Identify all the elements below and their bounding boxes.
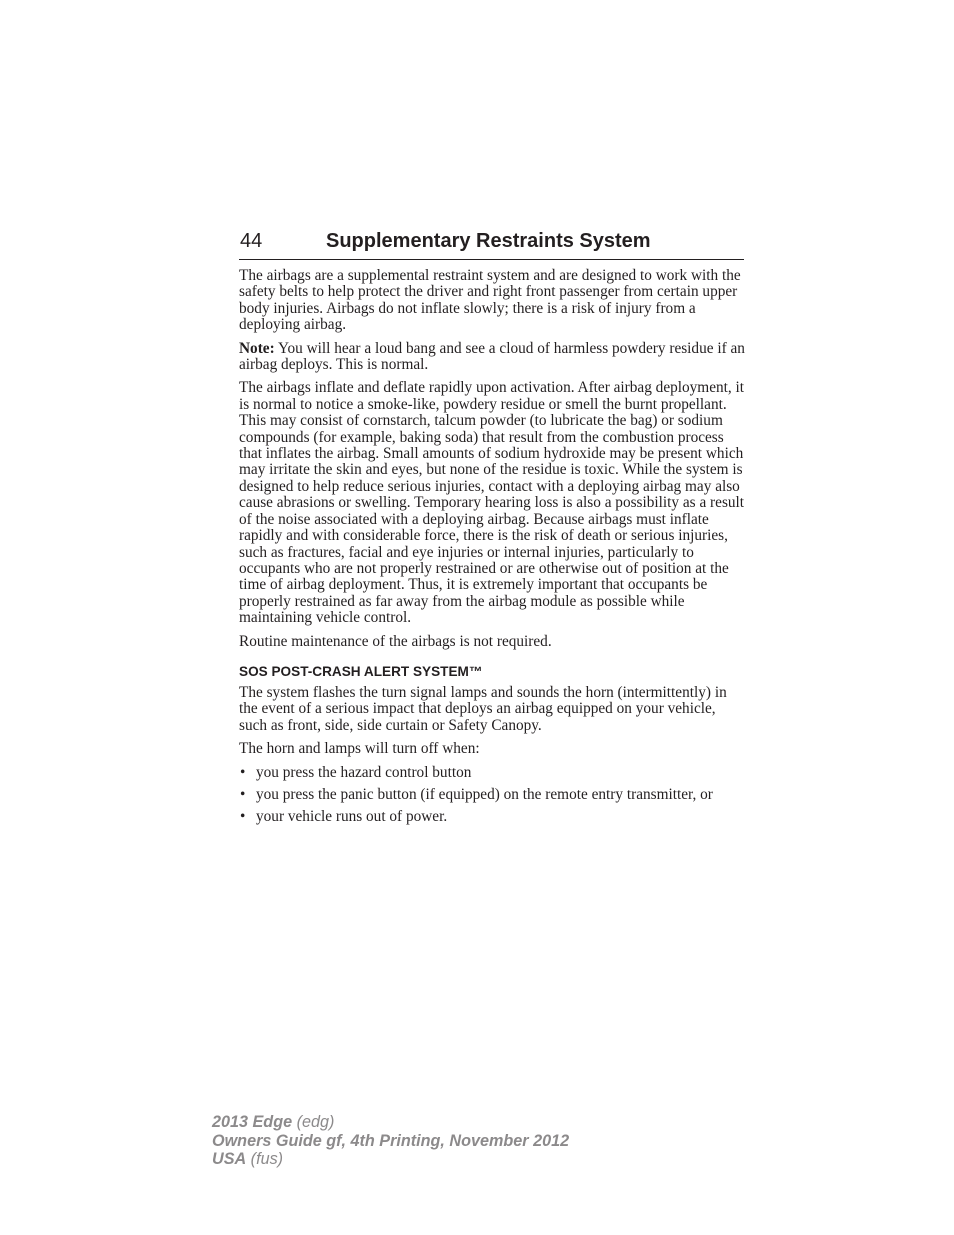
bullet-list xyxy=(239,765,747,826)
list-item xyxy=(239,765,747,781)
paragraph-sos-description: The system flashes the turn signal lamps and sounds the horn (intermittently) in the event of a serious impact that deploys an airbag equipped on your vehicle, such as front, side, side curtain or Safety Canopy. xyxy=(239,683,727,734)
footer-model-code: (edg) xyxy=(292,1113,335,1131)
list-item xyxy=(239,787,747,803)
footer-model-line xyxy=(212,1113,569,1132)
paragraph-airbags-intro: The airbags are a supplemental restraint system and are designed to work with the safety belts to help protect the driver and right front passenger from certain upper body injuries. Airbags do not inflate slowly; there is a risk of injury from a deploying airbag. xyxy=(239,267,741,334)
page-footer xyxy=(212,1113,569,1169)
list-item xyxy=(239,809,747,825)
list-item-text: you press the panic button (if equipped) on the remote entry transmitter, or xyxy=(256,785,713,803)
list-item-text: your vehicle runs out of power. xyxy=(256,808,448,826)
bullet-dot: • xyxy=(240,808,246,826)
paragraph-turn-off: The horn and lamps will turn off when: xyxy=(239,740,480,758)
page-number: 44 xyxy=(240,230,263,252)
bullet-dot: • xyxy=(240,785,246,803)
paragraph-airbag-deployment: The airbags inflate and deflate rapidly upon activation. After airbag deployment, it is normal to notice a smoke-like, powdery residue or smell the burnt propellant. This may consist of cornstarch, talcum powder (to lubricate the bag) or sodium compounds (for example, baking soda) that result from the combustion process that inflates the airbag. Small amounts of sodium hydroxide may be present which may irritate the skin and eyes, but none of the residue is toxic. While the system is designed to help reduce serious injuries, contact with a deploying airbag may also cause abrasions or swelling. Temporary hearing loss is also a possibility as a result of the noise associated with a deploying airbag. Because airbags must inflate rapidly and with considerable force, there is the risk of death or serious injuries, such as fractures, facial and eye injuries or internal injuries, particularly to occupants who are not properly restrained or are otherwise out of position at the time of airbag deployment. Thus, it is extremely important that occupants be properly restrained as far away from the airbag module as possible while maintaining vehicle control. xyxy=(239,379,745,627)
section-title: Supplementary Restraints System xyxy=(326,230,651,252)
footer-region: USA xyxy=(212,1150,247,1169)
note-label: Note: xyxy=(239,339,275,357)
page-body xyxy=(239,268,747,832)
bullet-dot: • xyxy=(240,763,246,781)
list-item-text: you press the hazard control button xyxy=(256,763,472,781)
page-header xyxy=(239,229,744,260)
subheading-sos: SOS POST-CRASH ALERT SYSTEM™ xyxy=(239,663,483,679)
note-text: You will hear a loud bang and see a cloud of harmless powdery residue if an airbag deploys. This is normal. xyxy=(239,339,745,374)
footer-model: 2013 Edge xyxy=(212,1113,293,1131)
footer-region-line xyxy=(212,1150,569,1169)
footer-region-code: (fus) xyxy=(246,1150,284,1169)
footer-guide: Owners Guide gf, 4th Printing, November 2012 xyxy=(212,1131,570,1150)
paragraph-maintenance: Routine maintenance of the airbags is not required. xyxy=(239,632,552,650)
note-paragraph xyxy=(239,341,747,374)
